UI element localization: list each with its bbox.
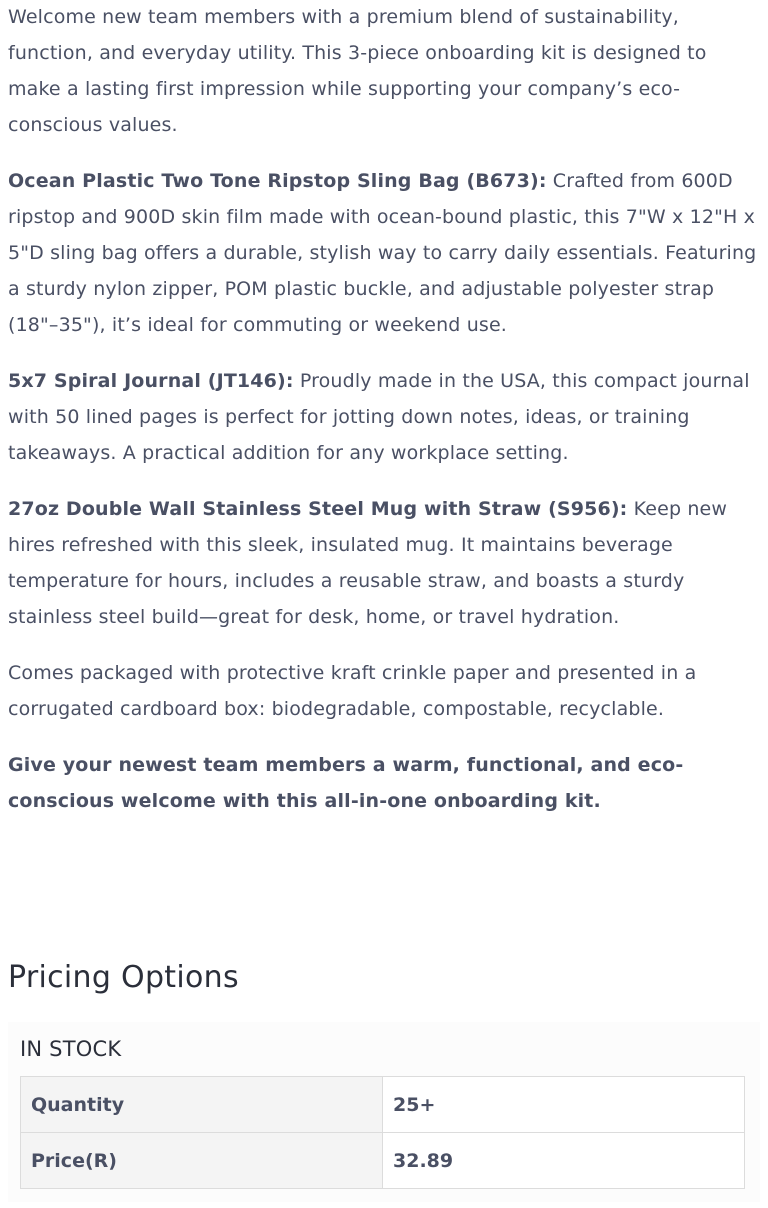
item-paragraph-mug <box>8 491 760 635</box>
price-label: Price(R) <box>21 1133 383 1189</box>
item-name: 27oz Double Wall Stainless Steel Mug with Straw (S956): <box>8 498 628 520</box>
item-description: Proudly made in the USA, this compact journal with 50 lined pages is perfect for jotting down notes, ideas, or training takeaways. A practical addition for any workplace setting. <box>8 370 750 464</box>
pricing-table <box>20 1076 745 1189</box>
stock-status: IN STOCK <box>20 1037 122 1061</box>
table-row <box>21 1133 745 1189</box>
intro-paragraph: Welcome new team members with a premium blend of sustainability, function, and everyday utility. This 3-piece onboarding kit is designed to make a lasting first impression while supporting your company’s eco-conscious values. <box>8 6 707 136</box>
quantity-value: 25+ <box>383 1077 745 1133</box>
item-name: Ocean Plastic Two Tone Ripstop Sling Bag (B673): <box>8 170 547 192</box>
item-name: 5x7 Spiral Journal (JT146): <box>8 370 294 392</box>
pricing-title: Pricing Options <box>8 960 239 995</box>
closing-paragraph: Give your newest team members a warm, functional, and eco-conscious welcome with this all-in-one onboarding kit. <box>8 754 684 812</box>
item-description: Keep new hires refreshed with this sleek, insulated mug. It maintains beverage temperature for hours, includes a reusable straw, and boasts a sturdy stainless steel build—great for desk, home, or travel hydration. <box>8 498 728 628</box>
price-value: 32.89 <box>383 1133 745 1189</box>
item-paragraph-journal <box>8 363 760 471</box>
pricing-box <box>8 1022 760 1202</box>
item-paragraph-sling-bag <box>8 163 760 343</box>
quantity-label: Quantity <box>21 1077 383 1133</box>
packaging-paragraph: Comes packaged with protective kraft crinkle paper and presented in a corrugated cardboard box: biodegradable, compostable, recyclable. <box>8 662 697 720</box>
table-row <box>21 1077 745 1133</box>
product-description <box>8 0 760 1172</box>
item-description: Crafted from 600D ripstop and 900D skin film made with ocean-bound plastic, this 7"W x 12"H x 5"D sling bag offers a durable, stylish way to carry daily essentials. Featuring a sturdy nylon zipper, POM plastic buckle, and adjustable polyester strap (18"–35"), it’s ideal for commuting or weekend use. <box>8 170 757 336</box>
